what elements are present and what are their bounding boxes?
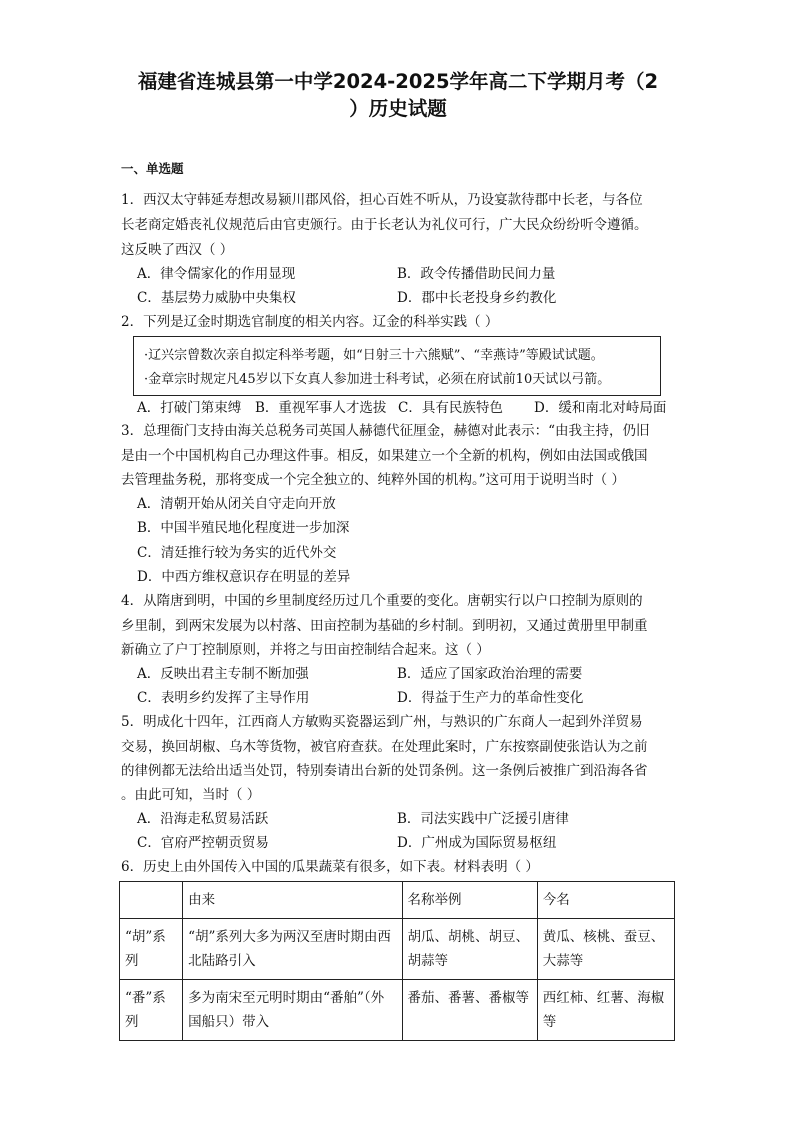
- q6-stem: 6．历史上由外国传入中国的瓜果蔬菜有很多，如下表。材料表明（ ）: [121, 859, 539, 875]
- q4-option-b: B．适应了国家政治治理的需要: [397, 666, 583, 682]
- table-cell: “番”系列: [120, 980, 183, 1041]
- q2-material-box: [133, 336, 661, 396]
- q3-stem-line: 是由一个中国机构自己办理这件事。相反，如果建立一个全新的机构，例如由法国或俄国: [121, 448, 648, 464]
- page-title-line-1: 福建省连城县第一中学2024-2025学年高二下学期月考（2: [137, 70, 659, 93]
- section-heading: 一、单选题: [121, 161, 184, 176]
- q2-material-line: ·辽兴宗曾数次亲自拟定科举考题，如“日射三十六熊赋”、“幸燕诗”等殿试试题。: [144, 348, 604, 363]
- q1-option-b: B．政令传播借助民间力量: [397, 266, 556, 282]
- table-cell: “胡”系列大多为两汉至唐时期由西北陆路引入: [183, 919, 402, 980]
- q2-option-d: D．缓和南北对峙局面: [534, 400, 667, 416]
- table-cell: 多为南宋至元明时期由“番舶”（外国船只）带入: [183, 980, 402, 1041]
- q4-option-c: C．表明乡约发挥了主导作用: [137, 690, 310, 706]
- table-row: [120, 919, 675, 980]
- q1-option-a: A．律令儒家化的作用显现: [137, 266, 296, 282]
- q3-stem-line: 3．总理衙门支持由海关总税务司英国人赫德代征厘金，赫德对此表示：“由我主持，仍旧: [121, 423, 650, 439]
- q4-stem-line: 乡里制，到两宋发展为以村落、田亩控制为基础的乡村制。到明初，又通过黄册里甲制重: [121, 618, 648, 634]
- q4-option-d: D．得益于生产力的革命性变化: [397, 690, 584, 706]
- q4-option-a: A．反映出君主专制不断加强: [137, 666, 309, 682]
- page-title-line-2: ）历史试题: [349, 97, 447, 120]
- q2-option-a: A．打破门第束缚: [137, 400, 242, 416]
- q3-stem-line: 去管理盐务税，那将变成一个完全独立的、纯粹外国的机构。”这可用于说明当时（ ）: [121, 472, 625, 488]
- q6-table: [119, 881, 675, 1041]
- q3-option-b: B．中国半殖民地化程度进一步加深: [137, 520, 350, 536]
- table-header-cell: 今名: [537, 882, 674, 919]
- q5-option-a: A．沿海走私贸易活跃: [137, 811, 269, 827]
- table-header-cell: 由来: [183, 882, 402, 919]
- q5-stem-line: 交易，换回胡椒、乌木等货物，被官府查获。在处理此案时，广东按察副使张诰认为之前: [121, 739, 648, 755]
- q4-stem-line: 新确立了户丁控制原则，并将之与田亩控制结合起来。这（ ）: [121, 642, 490, 658]
- q4-stem-line: 4．从隋唐到明，中国的乡里制度经历过几个重要的变化。唐朝实行以户口控制为原则的: [121, 593, 643, 609]
- q5-option-c: C．官府严控朝贡贸易: [137, 835, 269, 851]
- q2-option-c: C．具有民族特色: [398, 400, 503, 416]
- q5-option-d: D．广州成为国际贸易枢纽: [397, 835, 557, 851]
- q2-material-line: ·金章宗时规定凡45岁以下女真人参加进士科考试，必须在府试前10天试以弓箭。: [144, 372, 611, 387]
- q1-stem-line: 这反映了西汉（ ）: [121, 242, 234, 258]
- q5-stem-line: 的律例都无法给出适当处罚，特别奏请出台新的处罚条例。这一条例后被推广到沿海各省: [121, 763, 648, 779]
- q3-option-c: C．清廷推行较为务实的近代外交: [137, 545, 337, 561]
- q2-option-b: B．重视军事人才选拔: [255, 400, 387, 416]
- q5-option-b: B．司法实践中广泛援引唐律: [397, 811, 569, 827]
- table-header-row: [120, 882, 675, 919]
- q3-option-a: A．清朝开始从闭关自守走向开放: [137, 496, 336, 512]
- table-header-cell: [120, 882, 183, 919]
- q3-option-d: D．中西方维权意识存在明显的差异: [137, 569, 351, 585]
- q1-option-d: D．郡中长老投身乡约教化: [397, 290, 557, 306]
- table-cell: 番茄、番薯、番椒等: [402, 980, 537, 1041]
- table-cell: 黄瓜、核桃、蚕豆、大蒜等: [537, 919, 674, 980]
- q1-option-c: C．基层势力威胁中央集权: [137, 290, 296, 306]
- q5-stem-line: 5．明成化十四年，江西商人方敏购买瓷器运到广州，与熟识的广东商人一起到外洋贸易: [121, 714, 643, 730]
- q1-stem-line: 长老商定婚丧礼仪规范后由官吏颁行。由于长老认为礼仪可行，广大民众纷纷听令遵循。: [121, 217, 648, 233]
- q1-stem-line: 1．西汉太守韩延寿想改易颍川郡风俗，担心百姓不听从，乃设宴款待郡中长老，与各位: [121, 192, 643, 208]
- q2-stem: 2．下列是辽金时期选官制度的相关内容。辽金的科举实践（ ）: [121, 314, 499, 330]
- table-cell: “胡”系列: [120, 919, 183, 980]
- table-row: [120, 980, 675, 1041]
- q5-stem-line: 。由此可知，当时（ ）: [121, 787, 261, 803]
- table-header-cell: 名称举例: [402, 882, 537, 919]
- table-cell: 胡瓜、胡桃、胡豆、胡蒜等: [402, 919, 537, 980]
- table-cell: 西红柿、红薯、海椒等: [537, 980, 674, 1041]
